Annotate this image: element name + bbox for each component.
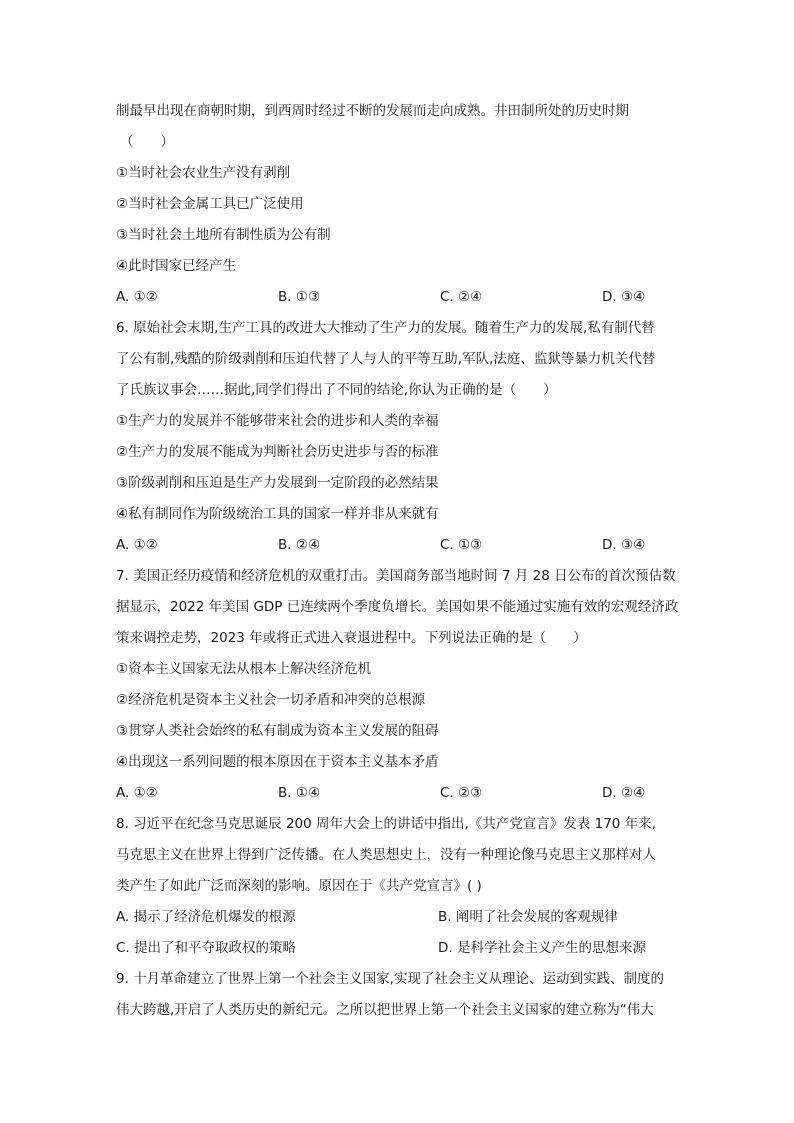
q9-stem-line-1: 9. 十月革命建立了世界上第一个社会主义国家,实现了社会主义从理论、运动到实践、制度的 (116, 971, 664, 987)
q7-item-2: ②经济危机是资本主义社会一切矛盾和冲突的总根源 (116, 692, 426, 708)
q6-option-d: D. ③④ (602, 537, 646, 553)
q8-option-b: B. 阐明了社会发展的客观规律 (438, 909, 618, 925)
q7-item-4: ④出现这一系列问题的根本原因在于资本主义基本矛盾 (116, 754, 439, 770)
q6-item-3: ③阶级剥削和压迫是生产力发展到一定阶段的必然结果 (116, 475, 439, 491)
q5-item-1: ①当时社会农业生产没有剥削 (116, 165, 291, 181)
q7-option-c: C. ②③ (440, 785, 483, 801)
q5-options (116, 282, 678, 313)
q8-option-c: C. 提出了和平夺取政权的策略 (116, 940, 297, 956)
q6-stem-line-2: 了公有制,残酷的阶级剥削和压迫代替了人与人的平等互助,军队,法庭、监狱等暴力机关代替 (116, 351, 656, 367)
q8-options-row-2 (116, 933, 678, 964)
q6-option-b: B. ②④ (278, 537, 321, 553)
q8-stem-line-2: 马克思主义在世界上得到广泛传播。在人类思想史上，没有一种理论像马克思主义那样对人 (116, 847, 656, 863)
q5-stem-tail: 制最早出现在商朝时期，到西周时经过不断的发展而走向成熟。井田制所处的历史时期 (116, 103, 629, 119)
q6-option-c: C. ①③ (440, 537, 483, 553)
q7-stem-line-3: 策来调控走势，2023 年或将正式进入衰退进程中。下列说法正确的是（ ） (116, 630, 587, 646)
q8-stem-line-1: 8. 习近平在纪念马克思诞辰 200 周年大会上的讲话中指出,《共产党宣言》发表 170 年来, (116, 816, 656, 832)
q5-answer-bracket: （ ） (120, 134, 174, 150)
q6-stem-line-1: 6. 原始社会末期,生产工具的改进大大推动了生产力的发展。随着生产力的发展,私有制代替 (116, 320, 655, 336)
q6-item-4: ④私有制同作为阶级统治工具的国家一样并非从来就有 (116, 506, 439, 522)
q6-options (116, 530, 678, 561)
q5-item-3: ③当时社会土地所有制性质为公有制 (116, 227, 331, 243)
q7-option-a: A. ①② (116, 785, 158, 801)
q7-stem-line-1: 7. 美国正经历疫情和经济危机的双重打击。美国商务部当地时间 7 月 28 日公布的首次预估数 (116, 568, 676, 584)
q5-option-c: C. ②④ (440, 289, 483, 305)
q8-option-a: A. 揭示了经济危机爆发的根源 (116, 909, 296, 925)
q5-item-4: ④此时国家已经产生 (116, 258, 237, 274)
q5-option-b: B. ①③ (278, 289, 321, 305)
q9-stem-line-2: 伟大跨越,开启了人类历史的新纪元。之所以把世界上第一个社会主义国家的建立称为“伟大 (116, 1002, 654, 1018)
q6-option-a: A. ①② (116, 537, 158, 553)
q7-options (116, 778, 678, 809)
q7-item-3: ③贯穿人类社会始终的私有制成为资本主义发展的阻碍 (116, 723, 439, 739)
q6-item-1: ①生产力的发展并不能够带来社会的进步和人类的幸福 (116, 413, 439, 429)
q6-item-2: ②生产力的发展不能成为判断社会历史进步与否的标准 (116, 444, 439, 460)
q8-options-row-1 (116, 902, 678, 933)
q7-item-1: ①资本主义国家无法从根本上解决经济危机 (116, 661, 372, 677)
q5-option-a: A. ①② (116, 289, 158, 305)
q5-option-d: D. ③④ (602, 289, 646, 305)
q7-stem-line-2: 据显示，2022 年美国 GDP 已连续两个季度负增长。美国如果不能通过实施有效的宏观经济政 (116, 599, 678, 615)
q7-option-b: B. ①④ (278, 785, 321, 801)
q6-stem-line-3: 了氏族议事会……据此,同学们得出了不同的结论,你认为正确的是（ ） (116, 382, 557, 398)
q7-option-d: D. ②④ (602, 785, 646, 801)
q8-stem-line-3: 类产生了如此广泛而深刻的影响。原因在于《共产党宣言》( ) (116, 878, 482, 894)
q5-item-2: ②当时社会金属工具已广泛使用 (116, 196, 304, 212)
page-content (116, 96, 678, 1026)
q8-option-d: D. 是科学社会主义产生的思想来源 (438, 940, 646, 956)
